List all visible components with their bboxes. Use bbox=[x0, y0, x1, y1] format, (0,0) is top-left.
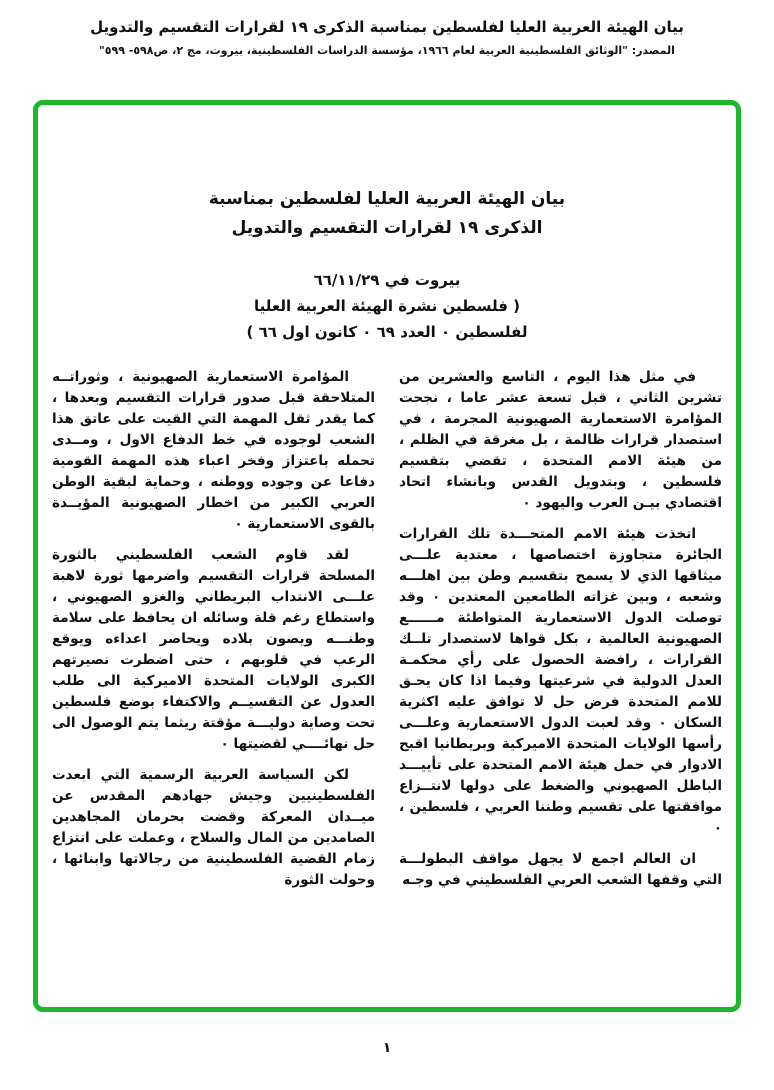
dateline-block bbox=[38, 267, 736, 345]
bulletin-reference-line2: لفلسطين ٠ العدد ٦٩ ٠ كانون اول ٦٦ ) bbox=[246, 323, 528, 341]
statement-title-line1: بيان الهيئة العربية العليا لفلسطين بمناسبة bbox=[208, 189, 566, 209]
green-document-frame bbox=[33, 100, 741, 1012]
header-source-citation: المصدر: "الوثائق الفلسطينية العربية لعام ١٩٦٦، مؤسسة الدراسات الفلسطينية، بيروت، مج ٢، ص٥٩٨- ٥٩٩" bbox=[99, 44, 675, 57]
column-left bbox=[52, 367, 375, 901]
statement-title-line2: الذكرى ١٩ لقرارات التقسيم والتدويل bbox=[231, 218, 543, 238]
dateline: بيروت في ٦٦/١١/٢٩ bbox=[313, 271, 461, 289]
column-right bbox=[399, 367, 722, 901]
paragraph: لكن السياسة العربية الرسمية التي ابعدت الفلسطينيين وجيش جهادهم المقدس عن ميــدان المعركة وقضت بحرمان المجاهدين الصامدين من المال والسلاح ، وعملت على انتزاع زمام القضية الفلسطينية من رجالاتها وابنائها ، وحولت الثورة bbox=[52, 767, 375, 888]
paragraph: لقد قاوم الشعب الفلسطيني بالثورة المسلحة قرارات التقسيم واضرمها ثورة لاهبة علـــى الانتداب البريطاني والغزو الصهيوني ، واستطاع رغم قلة وسائله ان يحافظ على سلامة وطنـــه ويصون بلاده ويحاصر اعداءه ويوقع الرعب في قلوبهم ، حتى اضطرت نصيرتهم الكبرى الولايات المتحدة الاميركية الى طلب العدول عن التقسيــم والاكتفاء بوضع فلسطين تحت وصاية دوليـــة مؤقتة ريثما يتم الوصول الى حل نهائــــي لقضيتها ٠ bbox=[52, 547, 375, 752]
body-columns bbox=[38, 367, 736, 901]
header-title: بيان الهيئة العربية العليا لفلسطين بمناسبة الذكرى ١٩ لقرارات التقسيم والتدويل bbox=[90, 18, 684, 36]
page-number: ١ bbox=[382, 1040, 392, 1056]
paragraph: ان العالم اجمع لا يجهل مواقف البطولـــة التي وقفها الشعب العربي الفلسطيني في وجـه bbox=[399, 851, 722, 888]
statement-title bbox=[38, 185, 736, 243]
paragraph: المؤامرة الاستعمارية الصهيونية ، وثوراتــه المتلاحقة قبل صدور قرارات التقسيم وبعدها ، كما يقدر ثقل المهمة التي القيت على عاتق هذا الشعب لوجوده في خط الدفاع الاول ، ومــدى تحمله باعتزاز وفخر اعباء هذه المهمة القومية دفاعا عن وجوده ووطنه ، وحماية لبقية الوطن العربي الكبير من اخطار الصهيونية المؤيــدة بالقوى الاستعمارية ٠ bbox=[52, 369, 375, 532]
paragraph: اتخذت هيئة الامم المتحـــدة تلك القرارات الجائرة متجاوزة اختصاصها ، معتدية علـــى ميثاقها الذي لا يسمح بتقسيم وطن بين اهلـــه وشعبه ، وبين غزاته الطامعين المعتدين ٠ وقد توصلت الدول الاستعمارية المتواطئة مــــــع الصهيونية العالمية ، بكل قواها لاستصدار تلــك القرارات ، رافضة الحصول على رأي محكمـة العدل الدولية في شرعيتها وفيما اذا كان يحـق للامم المتحدة فرض حل لا توافق عليه اكثرية السكان ٠ وقد لعبت الدول الاستعمارية وعلـــى رأسها الولايات المتحدة الاميركية وبريطانيا اقبح الادوار في حمل هيئة الامم المتحدة على تأييـــد الباطل الصهيوني والضغط على دولها لانتــزاع موافقتها على تقسيم وطننا العربي ، فلسطين ، ٠ bbox=[399, 526, 722, 836]
paragraph: في مثل هذا اليوم ، التاسع والعشرين من تشرين الثاني ، قبل تسعة عشر عاما ، نجحت المؤامرة الاستعمارية الصهيونية المجرمة ، في استصدار قرارات ظالمة ، بل مغرقة في الظلم ، من هيئة الامم المتحدة ، تقضي بتقسيم فلسطين ، وبتدويل القدس وبانشاء اتحاد اقتصادي بيـن العرب واليهود ٠ bbox=[399, 369, 722, 511]
bulletin-reference-line1: ( فلسطين نشرة الهيئة العربية العليا bbox=[253, 297, 521, 315]
document-header bbox=[0, 18, 774, 57]
